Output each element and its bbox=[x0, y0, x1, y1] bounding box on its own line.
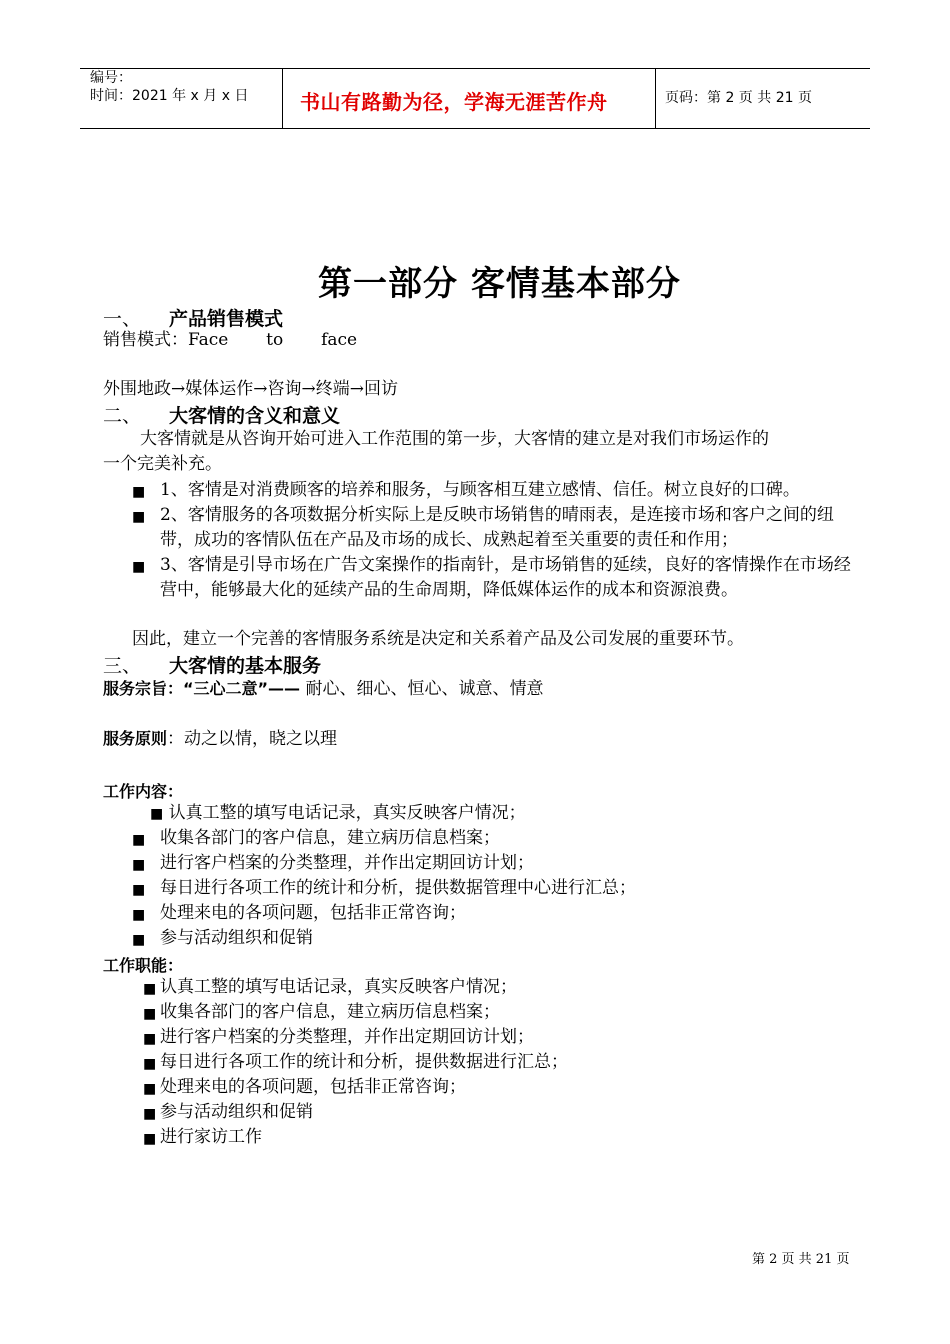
work-duty-list bbox=[143, 975, 863, 1150]
footer-page-number: 第 2 页 共 21 页 bbox=[752, 1252, 850, 1267]
bullet-square-icon: ■ bbox=[132, 907, 146, 923]
section3-number: 三、 bbox=[103, 655, 142, 677]
list-item: ■ 进行家访工作 bbox=[143, 1125, 863, 1150]
sales-mode-line: 销售模式：Face to face bbox=[103, 330, 358, 350]
bullet-square-icon: ■ bbox=[143, 981, 157, 997]
bullet-square-icon: ■ bbox=[132, 484, 146, 500]
header-time-label: 时间：2021 年 x 月 x 日 bbox=[90, 88, 249, 104]
list-item: ■ 1、客情是对消费顾客的培养和服务，与顾客相互建立感情、信任。树立良好的口碑。 bbox=[132, 478, 854, 503]
service-tenet-label: 服务宗旨：“三心二意”—— bbox=[103, 679, 301, 698]
work-duty-label: 工作职能： bbox=[103, 956, 184, 975]
header-divider-left bbox=[282, 68, 283, 129]
service-tenet-value: 耐心、细心、恒心、诚意、情意 bbox=[300, 679, 544, 699]
service-principle-value: ：动之以情，晓之以理 bbox=[167, 729, 338, 749]
service-tenet bbox=[103, 676, 543, 702]
header-divider-right bbox=[655, 68, 656, 129]
bullet-square-icon: ■ bbox=[143, 1031, 157, 1047]
header-motto: 书山有路勤为径，学海无涯苦作舟 bbox=[300, 90, 608, 114]
list-item: ■ 收集各部门的客户信息，建立病历信息档案； bbox=[132, 826, 852, 851]
list-item: ■ 2、客情服务的各项数据分析实际上是反映市场销售的晴雨表，是连接市场和客户之间的纽带，成功的客情队伍在产品及市场的成长、成熟起着至关重要的责任和作用； bbox=[132, 505, 834, 550]
meaning-points bbox=[132, 478, 854, 603]
sales-flow-line: 外围地政→媒体运作→咨询→终端→回访 bbox=[103, 379, 398, 399]
section2-title: 大客情的含义和意义 bbox=[169, 405, 341, 427]
header-top-rule bbox=[80, 68, 870, 69]
bullet-square-icon: ■ bbox=[143, 1006, 157, 1022]
section3-title: 大客情的基本服务 bbox=[169, 655, 322, 677]
section2-intro-line2: 一个完美补充。 bbox=[103, 454, 222, 474]
list-item: ■ 处理来电的各项问题，包括非正常咨询； bbox=[143, 1075, 863, 1100]
bullet-square-icon: ■ bbox=[132, 882, 146, 898]
bullet-square-icon: ■ bbox=[143, 1131, 157, 1147]
section1-title: 产品销售模式 bbox=[169, 308, 284, 330]
bullet-square-icon: ■ bbox=[143, 1081, 157, 1097]
service-principle-label: 服务原则 bbox=[103, 729, 168, 748]
bullet-square-icon: ■ bbox=[132, 832, 146, 848]
bullet-square-icon: ■ bbox=[143, 1106, 157, 1122]
list-item: ■ 进行客户档案的分类整理，并作出定期回访计划； bbox=[143, 1025, 863, 1050]
page-title: 第一部分 客情基本部分 bbox=[318, 264, 681, 304]
section2-intro-line1: 大客情就是从咨询开始可进入工作范围的第一步，大客情的建立是对我们市场运作的 bbox=[140, 429, 769, 449]
header-page-label: 页码：第 2 页 共 21 页 bbox=[665, 90, 812, 106]
work-content-list bbox=[132, 826, 852, 951]
section1-number: 一、 bbox=[103, 308, 142, 330]
list-item: ■ 进行客户档案的分类整理，并作出定期回访计划； bbox=[132, 851, 852, 876]
section2-conclusion: 因此，建立一个完善的客情服务系统是决定和关系着产品及公司发展的重要环节。 bbox=[132, 629, 744, 649]
list-item: ■ 收集各部门的客户信息，建立病历信息档案； bbox=[143, 1000, 863, 1025]
section3-heading bbox=[103, 651, 321, 678]
header-number-label: 编号： bbox=[90, 70, 132, 86]
list-item: ■ 认真工整的填写电话记录，真实反映客户情况； bbox=[143, 975, 863, 1000]
work-item-first: ■ 认真工整的填写电话记录，真实反映客户情况； bbox=[150, 803, 526, 823]
bullet-square-icon: ■ bbox=[150, 806, 164, 822]
section1-heading bbox=[103, 304, 283, 331]
list-item: ■ 处理来电的各项问题，包括非正常咨询； bbox=[132, 901, 852, 926]
bullet-square-icon: ■ bbox=[132, 559, 146, 575]
work-content-label: 工作内容： bbox=[103, 782, 184, 801]
list-item: ■ 每日进行各项工作的统计和分析，提供数据进行汇总； bbox=[143, 1050, 863, 1075]
bullet-square-icon: ■ bbox=[132, 857, 146, 873]
list-item: ■ 3、客情是引导市场在广告文案操作的指南针，是市场销售的延续，良好的客情操作在市场经营中，能够最大化的延续产品的生命周期，降低媒体运作的成本和资源浪费。 bbox=[132, 555, 851, 600]
list-item: ■ 参与活动组织和促销 bbox=[143, 1100, 863, 1125]
list-item: ■ 参与活动组织和促销 bbox=[132, 926, 852, 951]
bullet-square-icon: ■ bbox=[143, 1056, 157, 1072]
section2-heading bbox=[103, 401, 340, 428]
bullet-square-icon: ■ bbox=[132, 509, 146, 525]
section2-number: 二、 bbox=[103, 405, 142, 427]
bullet-square-icon: ■ bbox=[132, 932, 146, 948]
list-item: ■ 每日进行各项工作的统计和分析，提供数据管理中心进行汇总； bbox=[132, 876, 852, 901]
header-bottom-rule bbox=[80, 128, 870, 129]
service-principle bbox=[103, 726, 337, 752]
